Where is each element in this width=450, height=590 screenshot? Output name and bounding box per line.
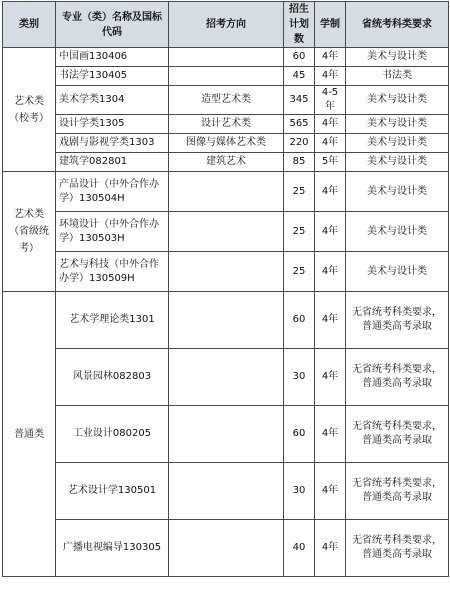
years-cell: 4年 [315,406,346,463]
years-cell: 4年 [315,134,346,153]
header-plan: 招生计划数 [284,2,315,48]
plan-cell: 30 [284,463,315,520]
table-row [3,172,449,212]
header-direction: 招考方向 [169,2,284,48]
major-cell: 中国画130406 [56,48,169,67]
requirement-cell: 无省统考科类要求，普通类高考录取 [346,520,449,577]
table-row [3,115,449,134]
major-cell: 广播电视编导130305 [56,520,169,577]
major-cell: 设计学类1305 [56,115,169,134]
plan-cell: 60 [284,406,315,463]
direction-cell: 设计艺术类 [169,115,284,134]
years-cell: 4年 [315,48,346,67]
major-cell: 艺术与科技（中外合作办学）130509H [56,252,169,292]
table-row [3,349,449,406]
direction-cell [169,48,284,67]
major-cell: 艺术学理论类1301 [56,292,169,349]
direction-cell: 造型艺术类 [169,86,284,115]
years-cell: 4年 [315,67,346,86]
header-requirement: 省统考科类要求 [346,2,449,48]
direction-cell [169,463,284,520]
requirement-cell: 美术与设计类 [346,115,449,134]
years-cell: 4年 [315,292,346,349]
years-cell: 4年 [315,252,346,292]
major-cell: 书法学130405 [56,67,169,86]
years-cell: 4年 [315,172,346,212]
header-category: 类别 [3,2,56,48]
header-major: 专业（类）名称及国标代码 [56,2,169,48]
requirement-cell: 美术与设计类 [346,153,449,172]
plan-cell: 40 [284,520,315,577]
requirement-cell: 美术与设计类 [346,252,449,292]
table-row [3,520,449,577]
table-row [3,292,449,349]
plan-cell: 45 [284,67,315,86]
plan-cell: 565 [284,115,315,134]
plan-cell: 85 [284,153,315,172]
category-cell: 艺术类（校考） [3,48,56,172]
major-cell: 艺术设计学130501 [56,463,169,520]
plan-cell: 345 [284,86,315,115]
years-cell: 4年 [315,349,346,406]
direction-cell [169,520,284,577]
direction-cell: 图像与媒体艺术类 [169,134,284,153]
requirement-cell: 无省统考科类要求，普通类高考录取 [346,349,449,406]
table-header-row [3,2,449,48]
years-cell: 4年 [315,212,346,252]
table-row [3,86,449,115]
major-cell: 建筑学082801 [56,153,169,172]
table-row [3,212,449,252]
major-cell: 工业设计080205 [56,406,169,463]
years-cell: 4年 [315,463,346,520]
header-years: 学制 [315,2,346,48]
requirement-cell: 美术与设计类 [346,86,449,115]
requirement-cell: 无省统考科类要求，普通类高考录取 [346,406,449,463]
requirement-cell: 书法类 [346,67,449,86]
table-row [3,463,449,520]
direction-cell [169,292,284,349]
direction-cell [169,406,284,463]
major-cell: 美术学类1304 [56,86,169,115]
table-row [3,153,449,172]
plan-cell: 220 [284,134,315,153]
requirement-cell: 美术与设计类 [346,48,449,67]
table-row [3,134,449,153]
table-row [3,67,449,86]
plan-cell: 60 [284,292,315,349]
direction-cell [169,67,284,86]
years-cell: 4-5年 [315,86,346,115]
major-cell: 产品设计（中外合作办学）130504H [56,172,169,212]
direction-cell [169,212,284,252]
direction-cell: 建筑艺术 [169,153,284,172]
category-cell: 普通类 [3,292,56,577]
years-cell: 4年 [315,520,346,577]
plan-cell: 30 [284,349,315,406]
requirement-cell: 美术与设计类 [346,134,449,153]
major-cell: 风景园林082803 [56,349,169,406]
table-row [3,48,449,67]
requirement-cell: 无省统考科类要求，普通类高考录取 [346,463,449,520]
years-cell: 5年 [315,153,346,172]
plan-cell: 25 [284,252,315,292]
admissions-table [2,1,449,577]
requirement-cell: 美术与设计类 [346,212,449,252]
direction-cell [169,252,284,292]
direction-cell [169,349,284,406]
requirement-cell: 美术与设计类 [346,172,449,212]
table-row [3,252,449,292]
major-cell: 戏剧与影视学类1303 [56,134,169,153]
requirement-cell: 无省统考科类要求，普通类高考录取 [346,292,449,349]
plan-cell: 25 [284,172,315,212]
plan-cell: 60 [284,48,315,67]
major-cell: 环境设计（中外合作办学）130503H [56,212,169,252]
years-cell: 4年 [315,115,346,134]
direction-cell [169,172,284,212]
table-row [3,406,449,463]
plan-cell: 25 [284,212,315,252]
category-cell: 艺术类（省级统考） [3,172,56,292]
